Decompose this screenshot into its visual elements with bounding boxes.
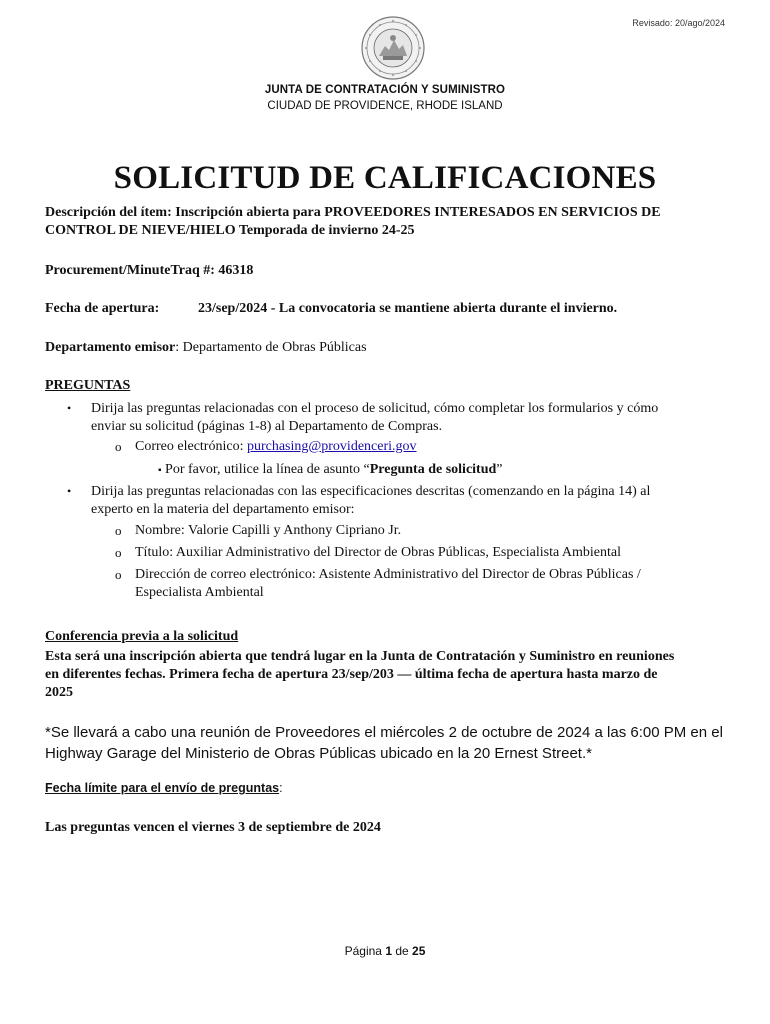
subject-line-instruction <box>158 461 503 480</box>
meeting-line2: Highway Garage del Ministerio de Obras Públicas ubicado en la 20 Ernest Street.* <box>45 745 592 762</box>
procurement-number: Procurement/MinuteTraq #: 46318 <box>45 263 254 278</box>
subject-bold: Pregunta de solicitud <box>369 462 497 477</box>
bullet2-line2: experto en la materia del departamento emisor: <box>91 502 355 517</box>
city-seal-logo <box>361 16 425 80</box>
circle-bullet-icon: o <box>115 439 122 454</box>
page-title: SOLICITUD DE CALIFICACIONES <box>113 160 657 196</box>
item-description-line1: Inscripción abierta para PROVEEDORES INTERESADOS EN SERVICIOS DE <box>175 205 661 220</box>
item-description <box>45 204 661 240</box>
conference-line1: Esta será una inscripción abierta que tendrá lugar en la Junta de Contratación y Suministro en reuniones <box>45 649 675 664</box>
expert-email-line2: Especialista Ambiental <box>135 585 264 600</box>
bullet2-line1: Dirija las preguntas relacionadas con las especificaciones descritas (comenzando en la página 14) al <box>91 484 651 499</box>
footer-prefix: Página <box>344 944 386 958</box>
vendor-meeting-notice <box>45 722 745 764</box>
bullet1-line1: Dirija las preguntas relacionadas con el proceso de solicitud, cómo completar los formularios y cómo <box>91 401 659 416</box>
department-value: : Departamento de Obras Públicas <box>175 340 367 355</box>
deadline-text: Las preguntas vencen el viernes 3 de septiembre de 2024 <box>45 820 381 835</box>
meeting-line1: *Se llevará a cabo una reunión de Proveedores el miércoles 2 de octubre de 2024 a las 6:00 PM en el <box>45 724 723 741</box>
item-description-label: Descripción del ítem: <box>45 205 176 220</box>
conference-line3: 2025 <box>45 685 73 700</box>
bullet1-line2: enviar su solicitud (páginas 1-8) al Departamento de Compras. <box>91 419 443 434</box>
expert-email-line1: Dirección de correo electrónico: Asistente Administrativo del Director de Obras Públicas / <box>135 567 641 582</box>
issuing-department <box>45 339 367 357</box>
footer-total: 25 <box>412 944 426 958</box>
org-city: CIUDAD DE PROVIDENCE, RHODE ISLAND <box>267 100 503 112</box>
opening-date <box>45 300 617 318</box>
questions-heading: PREGUNTAS <box>45 378 131 393</box>
subject-prefix: Por favor, utilice la línea de asunto “ <box>165 462 370 477</box>
deadline-colon: : <box>279 781 283 795</box>
revised-date: Revisado: 20/ago/2024 <box>632 18 725 28</box>
circle-bullet-icon: o <box>115 545 122 560</box>
item-description-line2: CONTROL DE NIEVE/HIELO Temporada de invierno 24-25 <box>45 223 415 238</box>
expert-name: Nombre: Valorie Capilli y Anthony Cipriano Jr. <box>135 523 402 538</box>
page-footer <box>0 944 770 958</box>
circle-bullet-icon: o <box>115 523 122 538</box>
expert-title: Título: Auxiliar Administrativo del Director de Obras Públicas, Especialista Ambiental <box>135 545 622 560</box>
footer-mid: de <box>392 944 413 958</box>
deadline-heading <box>45 781 283 795</box>
footer-page: 1 <box>385 944 392 958</box>
conference-heading: Conferencia previa a la solicitud <box>45 629 239 644</box>
department-label: Departamento emisor <box>45 340 176 355</box>
opening-date-label: Fecha de apertura: <box>45 301 160 316</box>
purchasing-email-line <box>135 438 417 456</box>
bullet-icon: • <box>67 401 72 415</box>
questions-bullet-1 <box>91 400 658 436</box>
purchasing-email-link[interactable]: purchasing@providenceri.gov <box>246 439 417 454</box>
conference-text <box>45 648 735 702</box>
org-name: JUNTA DE CONTRATACIÓN Y SUMINISTRO <box>264 84 506 96</box>
square-bullet-icon: ▪ <box>158 465 162 476</box>
email-label: Correo electrónico: <box>135 439 247 454</box>
conference-line2: en diferentes fechas. Primera fecha de apertura 23/sep/203 — última fecha de apertura hasta marzo de <box>45 667 658 682</box>
expert-email-address <box>135 566 641 602</box>
opening-date-value: 23/sep/2024 - La convocatoria se mantiene abierta durante el invierno. <box>198 301 618 316</box>
questions-bullet-2 <box>91 483 650 519</box>
deadline-heading-text: Fecha límite para el envío de preguntas <box>45 781 280 795</box>
subject-suffix: ” <box>496 462 503 477</box>
bullet-icon: • <box>67 484 72 498</box>
circle-bullet-icon: o <box>115 567 122 582</box>
